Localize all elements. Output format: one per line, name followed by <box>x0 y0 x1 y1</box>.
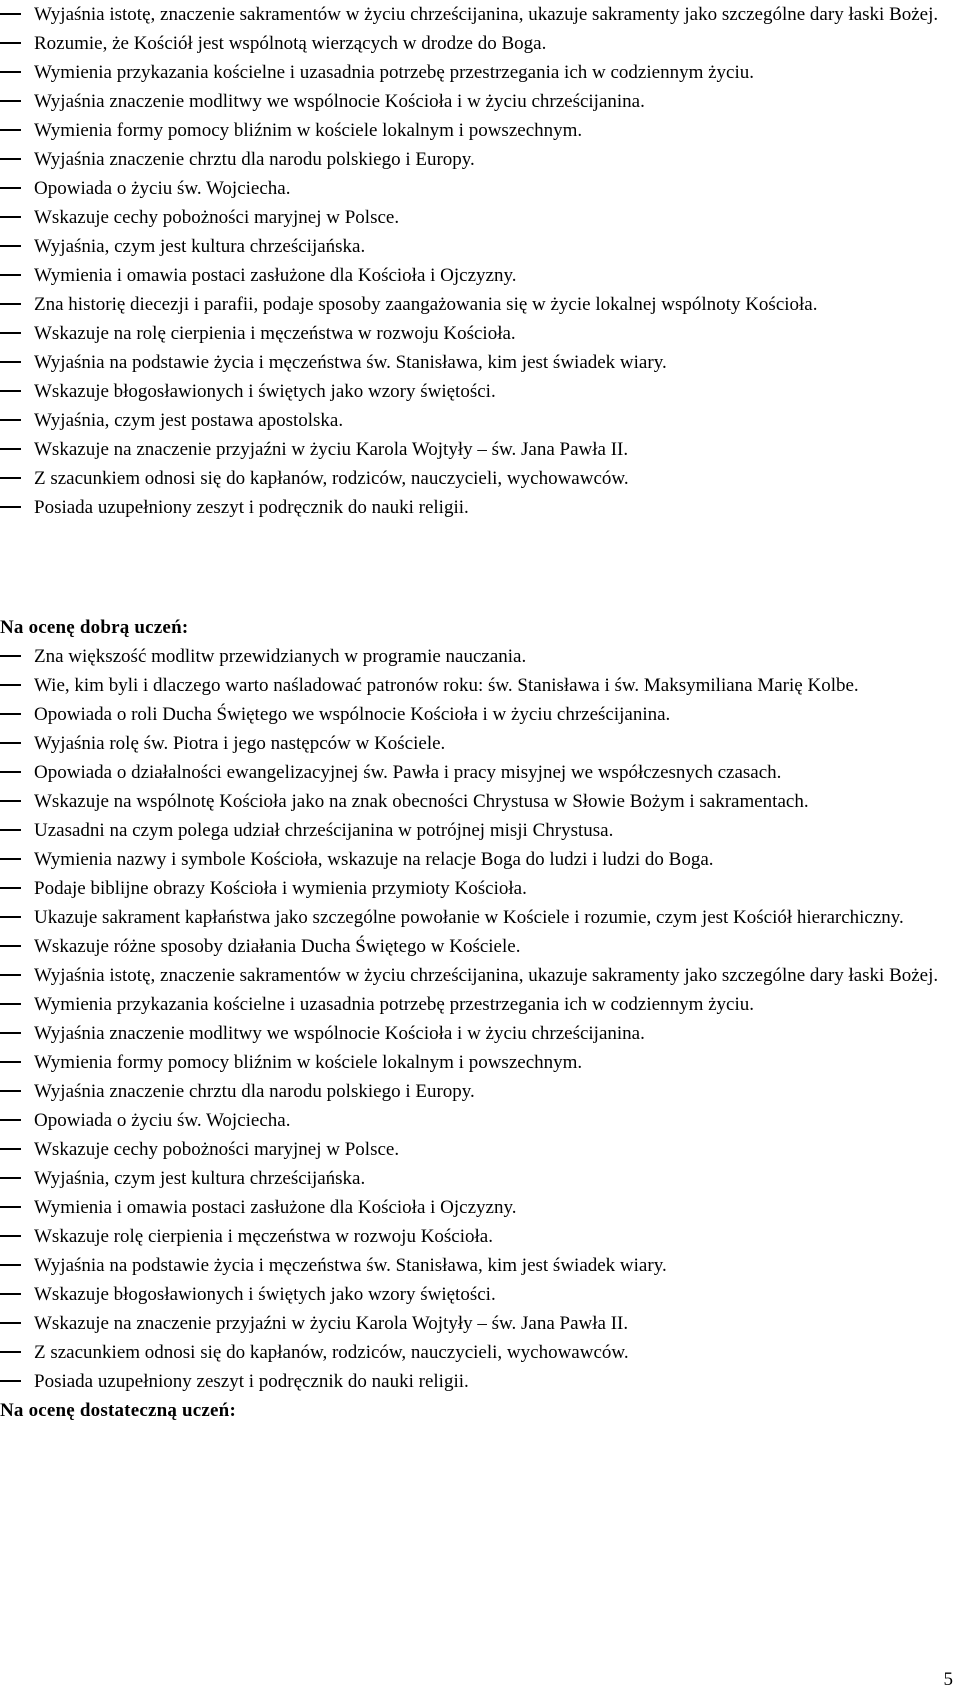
dash-bullet <box>0 1061 21 1063</box>
list-item <box>0 1309 960 1338</box>
dash-bullet <box>0 274 21 276</box>
list-item-text: Wskazuje na rolę cierpienia i męczeństwa w rozwoju Kościoła. <box>34 323 516 344</box>
list-item <box>0 377 960 406</box>
dash-bullet <box>0 771 21 773</box>
list-item <box>0 1135 960 1164</box>
dash-bullet <box>0 916 21 918</box>
list-item <box>0 671 960 700</box>
dash-bullet <box>0 945 21 947</box>
list-item <box>0 290 960 319</box>
list-item <box>0 642 960 671</box>
list-item-text: Opowiada o życiu św. Wojciecha. <box>34 178 291 199</box>
dash-bullet <box>0 1351 21 1353</box>
dash-bullet <box>0 1206 21 1208</box>
list-item-text: Ukazuje sakrament kapłaństwa jako szczególne powołanie w Kościele i rozumie, czym jest Kościół hierarchiczny. <box>34 907 904 928</box>
dash-bullet <box>0 245 21 247</box>
dash-bullet <box>0 129 21 131</box>
list-item <box>0 116 960 145</box>
heading-good-grade: Na ocenę dobrą uczeń: <box>0 617 189 638</box>
list-item-text: Wskazuje błogosławionych i świętych jako wzory świętości. <box>34 381 496 402</box>
dash-bullet <box>0 684 21 686</box>
list-item-text: Wymienia przykazania kościelne i uzasadnia potrzebę przestrzegania ich w codziennym życiu. <box>34 994 754 1015</box>
dash-bullet <box>0 1293 21 1295</box>
dash-bullet <box>0 187 21 189</box>
dash-bullet <box>0 1003 21 1005</box>
list-item-text: Wyjaśnia istotę, znaczenie sakramentów w życiu chrześcijanina, ukazuje sakramenty jako szczególne dary łaski Bożej. <box>34 4 939 25</box>
list-item <box>0 29 960 58</box>
dash-bullet <box>0 974 21 976</box>
page-number: 5 <box>943 1669 953 1690</box>
list-item <box>0 232 960 261</box>
list-item <box>0 174 960 203</box>
dash-bullet <box>0 1032 21 1034</box>
dash-bullet <box>0 1177 21 1179</box>
list-item <box>0 348 960 377</box>
list-item-text: Wskazuje cechy pobożności maryjnej w Polsce. <box>34 207 400 228</box>
list-item-text: Opowiada o działalności ewangelizacyjnej św. Pawła i pracy misyjnej we współczesnych czasach. <box>34 762 782 783</box>
list-item-text: Z szacunkiem odnosi się do kapłanów, rodziców, nauczycieli, wychowawców. <box>34 1342 629 1363</box>
list-item-text: Wie, kim byli i dlaczego warto naśladować patronów roku: św. Stanisława i św. Maksymiliana Marię Kolbe. <box>34 675 859 696</box>
list-item-text: Wyjaśnia na podstawie życia i męczeństwa św. Stanisława, kim jest świadek wiary. <box>34 1255 667 1276</box>
list-item <box>0 874 960 903</box>
list-item <box>0 700 960 729</box>
list-item-text: Wskazuje cechy pobożności maryjnej w Polsce. <box>34 1139 400 1160</box>
list-item <box>0 845 960 874</box>
list-item <box>0 1280 960 1309</box>
list-item-text: Opowiada o roli Ducha Świętego we wspólnocie Kościoła i w życiu chrześcijanina. <box>34 704 671 725</box>
list-item <box>0 261 960 290</box>
dash-bullet <box>0 1235 21 1237</box>
list-item-text: Wymienia przykazania kościelne i uzasadnia potrzebę przestrzegania ich w codziennym życiu. <box>34 62 754 83</box>
dash-bullet <box>0 71 21 73</box>
dash-bullet <box>0 887 21 889</box>
heading-sufficient-grade: Na ocenę dostateczną uczeń: <box>0 1400 236 1421</box>
dash-bullet <box>0 42 21 44</box>
list-item <box>0 1019 960 1048</box>
list-item <box>0 816 960 845</box>
dash-bullet <box>0 829 21 831</box>
list-item-text: Wymienia formy pomocy bliźnim w kościele lokalnym i powszechnym. <box>34 120 583 141</box>
list-item <box>0 990 960 1019</box>
list-item-text: Wskazuje na znaczenie przyjaźni w życiu Karola Wojtyły – św. Jana Pawła II. <box>34 1313 629 1334</box>
dash-bullet <box>0 100 21 102</box>
list-item-text: Podaje biblijne obrazy Kościoła i wymienia przymioty Kościoła. <box>34 878 527 899</box>
dash-bullet <box>0 1119 21 1121</box>
dash-bullet <box>0 1322 21 1324</box>
list-item <box>0 1106 960 1135</box>
list-item-text: Opowiada o życiu św. Wojciecha. <box>34 1110 291 1131</box>
list-item <box>0 1164 960 1193</box>
list-item-text: Zna większość modlitw przewidzianych w programie nauczania. <box>34 646 527 667</box>
dash-bullet <box>0 303 21 305</box>
list-item <box>0 0 960 29</box>
list-item-text: Wymienia i omawia postaci zasłużone dla Kościoła i Ojczyzny. <box>34 265 517 286</box>
list-item <box>0 961 960 990</box>
list-item <box>0 58 960 87</box>
list-item-text: Wymienia i omawia postaci zasłużone dla Kościoła i Ojczyzny. <box>34 1197 517 1218</box>
dash-bullet <box>0 742 21 744</box>
dash-bullet <box>0 448 21 450</box>
list-item-text: Wskazuje rolę cierpienia i męczeństwa w rozwoju Kościoła. <box>34 1226 493 1247</box>
list-item <box>0 1077 960 1106</box>
list-item-text: Posiada uzupełniony zeszyt i podręcznik do nauki religii. <box>34 1371 469 1392</box>
list-item-text: Wyjaśnia, czym jest kultura chrześcijańska. <box>34 1168 366 1189</box>
dash-bullet <box>0 332 21 334</box>
list-item <box>0 758 960 787</box>
list-item <box>0 203 960 232</box>
list-item <box>0 319 960 348</box>
list-item <box>0 1251 960 1280</box>
list-item-text: Wyjaśnia na podstawie życia i męczeństwa św. Stanisława, kim jest świadek wiary. <box>34 352 667 373</box>
dash-bullet <box>0 506 21 508</box>
list-item <box>0 1338 960 1367</box>
dash-bullet <box>0 1090 21 1092</box>
dash-bullet <box>0 361 21 363</box>
dash-bullet <box>0 13 21 15</box>
list-item <box>0 1367 960 1396</box>
dash-bullet <box>0 713 21 715</box>
list-item-text: Wskazuje różne sposoby działania Ducha Świętego w Kościele. <box>34 936 521 957</box>
list-item-text: Wyjaśnia znaczenie chrztu dla narodu polskiego i Europy. <box>34 149 475 170</box>
list-item <box>0 406 960 435</box>
list-item-text: Wyjaśnia rolę św. Piotra i jego następców w Kościele. <box>34 733 446 754</box>
good-grade-list <box>0 642 960 1396</box>
list-item <box>0 145 960 174</box>
top-list <box>0 0 960 522</box>
list-item-text: Uzasadni na czym polega udział chrześcijanina w potrójnej misji Chrystusa. <box>34 820 614 841</box>
list-item <box>0 1048 960 1077</box>
list-item-text: Wyjaśnia znaczenie modlitwy we wspólnocie Kościoła i w życiu chrześcijanina. <box>34 1023 645 1044</box>
list-item <box>0 1193 960 1222</box>
dash-bullet <box>0 390 21 392</box>
list-item <box>0 903 960 932</box>
list-item-text: Zna historię diecezji i parafii, podaje sposoby zaangażowania się w życie lokalnej wspólnoty Kościoła. <box>34 294 818 315</box>
list-item-text: Wymienia nazwy i symbole Kościoła, wskazuje na relacje Boga do ludzi i ludzi do Boga. <box>34 849 714 870</box>
list-item-text: Wskazuje na znaczenie przyjaźni w życiu Karola Wojtyły – św. Jana Pawła II. <box>34 439 629 460</box>
list-item <box>0 729 960 758</box>
list-item-text: Wskazuje błogosławionych i świętych jako wzory świętości. <box>34 1284 496 1305</box>
list-item-text: Wskazuje na wspólnotę Kościoła jako na znak obecności Chrystusa w Słowie Bożym i sakramentach. <box>34 791 809 812</box>
list-item <box>0 435 960 464</box>
dash-bullet <box>0 1148 21 1150</box>
dash-bullet <box>0 1380 21 1382</box>
dash-bullet <box>0 477 21 479</box>
list-item-text: Rozumie, że Kościół jest wspólnotą wierzących w drodze do Boga. <box>34 33 547 54</box>
list-item <box>0 87 960 116</box>
list-item-text: Wyjaśnia znaczenie chrztu dla narodu polskiego i Europy. <box>34 1081 475 1102</box>
list-item-text: Posiada uzupełniony zeszyt i podręcznik do nauki religii. <box>34 497 469 518</box>
list-item <box>0 493 960 522</box>
list-item-text: Wymienia formy pomocy bliźnim w kościele lokalnym i powszechnym. <box>34 1052 583 1073</box>
list-item-text: Wyjaśnia, czym jest postawa apostolska. <box>34 410 344 431</box>
list-item <box>0 464 960 493</box>
dash-bullet <box>0 216 21 218</box>
dash-bullet <box>0 1264 21 1266</box>
list-item <box>0 932 960 961</box>
list-item <box>0 787 960 816</box>
list-item <box>0 1222 960 1251</box>
dash-bullet <box>0 800 21 802</box>
list-item-text: Wyjaśnia, czym jest kultura chrześcijańska. <box>34 236 366 257</box>
dash-bullet <box>0 419 21 421</box>
good-grade-section <box>0 613 960 1425</box>
dash-bullet <box>0 858 21 860</box>
dash-bullet <box>0 655 21 657</box>
list-item-text: Z szacunkiem odnosi się do kapłanów, rodziców, nauczycieli, wychowawców. <box>34 468 629 489</box>
dash-bullet <box>0 158 21 160</box>
list-item-text: Wyjaśnia znaczenie modlitwy we wspólnocie Kościoła i w życiu chrześcijanina. <box>34 91 645 112</box>
list-item-text: Wyjaśnia istotę, znaczenie sakramentów w życiu chrześcijanina, ukazuje sakramenty jako szczególne dary łaski Bożej. <box>34 965 939 986</box>
